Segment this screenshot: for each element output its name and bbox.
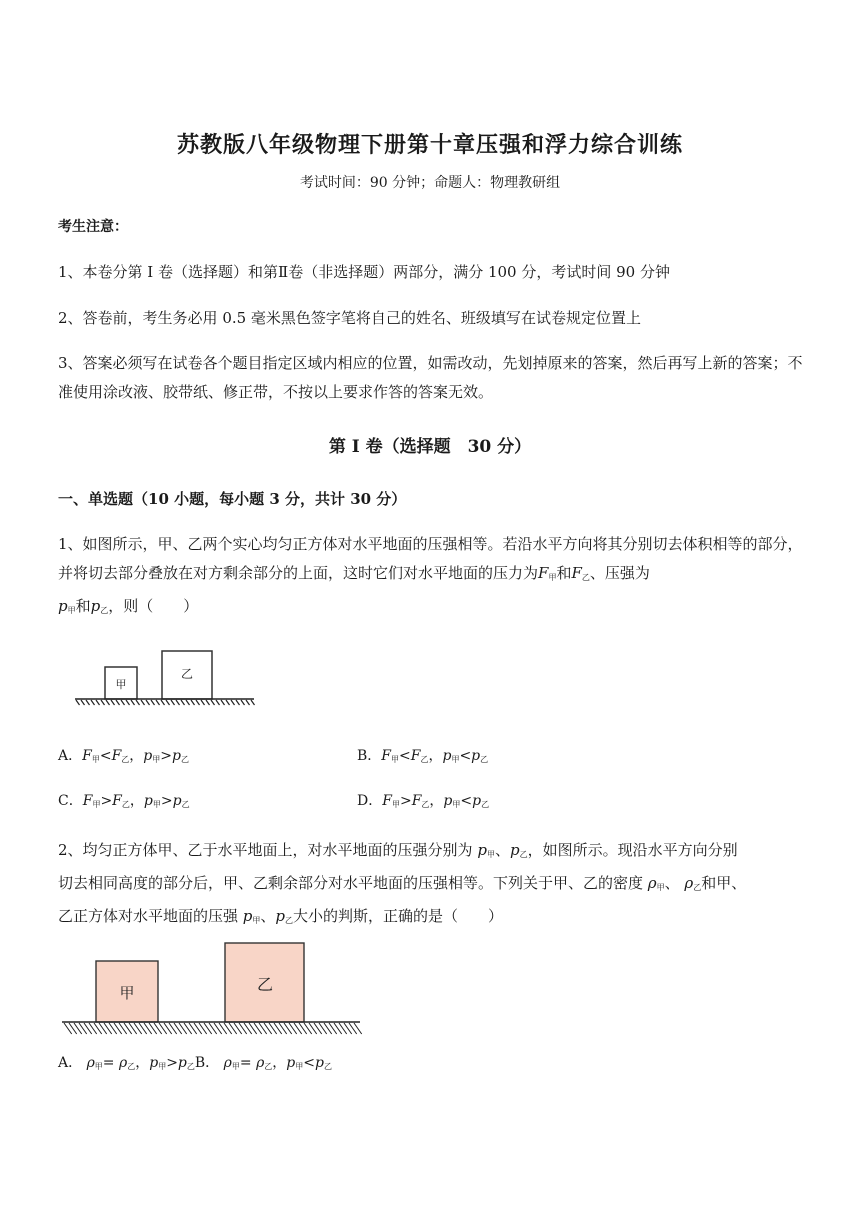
hatch-mark bbox=[181, 700, 185, 705]
section-title: 第 I 卷（选择题 30 分） bbox=[328, 437, 532, 457]
hatch-mark bbox=[141, 700, 145, 705]
hatch-mark bbox=[121, 700, 125, 705]
hatch-mark bbox=[101, 700, 105, 705]
notice-item-3: 3、答案必须写在试卷各个题目指定区域内相应的位置，如需改动，先划掉原来的答案，然后再写上新的答案；不准使用涂改液、胶带纸、修正带，不按以上要求作答的答案无效。 bbox=[58, 354, 803, 401]
part-title: 一、单选题（10 小题，每小题 3 分，共计 30 分） bbox=[58, 490, 407, 508]
question-1-text: 1、如图所示，甲、乙两个实心均匀正方体对水平地面的压强相等。若沿水平方向将其分别切去体积相等的部分，并将切去部分叠放在对方剩余部分的上面，这时它们对水平地面的压力为 bbox=[58, 535, 803, 582]
hatch-mark bbox=[206, 700, 210, 705]
hatch-mark bbox=[201, 700, 205, 705]
hatch-mark bbox=[236, 700, 240, 705]
hatch-mark bbox=[241, 700, 245, 705]
q2-options[interactable]: A． $\rho_甲= \rho_乙$，$p_甲>p_乙B$． $\rho_甲= \rho_乙$，$p_甲<p_乙$ bbox=[58, 1055, 332, 1071]
q1-option-a[interactable]: A．$F_甲<F_乙$，$p_甲>p_乙$ bbox=[58, 748, 189, 764]
hatch-mark bbox=[136, 700, 140, 705]
hatch-mark bbox=[211, 700, 215, 705]
hatch-mark bbox=[156, 700, 160, 705]
hatch-mark bbox=[151, 700, 155, 705]
exam-info: 考试时间：90 分钟；命题人：物理教研组 bbox=[299, 175, 561, 191]
hatch-mark bbox=[246, 700, 250, 705]
hatch-mark bbox=[161, 700, 165, 705]
q1-option-b[interactable]: B．$F_甲<F_乙$，$p_甲<p_乙$ bbox=[357, 748, 489, 764]
notice-heading: 考生注意： bbox=[58, 219, 128, 235]
ground-hatching bbox=[64, 1023, 362, 1034]
hatch-mark bbox=[191, 700, 195, 705]
hatch-mark bbox=[146, 700, 150, 705]
cube-jia-label: 甲 bbox=[115, 678, 127, 691]
hatch-mark bbox=[91, 700, 95, 705]
hatch-mark bbox=[251, 700, 255, 705]
hatch-mark bbox=[111, 700, 115, 705]
notice-item-2: 2、答卷前，考生务必用 0.5 毫米黑色签字笔将自己的姓名、班级填写在试卷规定位置上 bbox=[58, 309, 641, 327]
ground-hatching bbox=[76, 700, 255, 705]
cube-yi-label: 乙 bbox=[180, 667, 194, 681]
hatch-mark bbox=[186, 700, 190, 705]
hatch-mark bbox=[81, 700, 85, 705]
question-2-stem: 2、均匀正方体甲、乙于水平地面上，对水平地面的压强分别为 $p_甲$、$p_乙$，如图所示。现沿水平方向分别 切去相同高度的部分后，甲、乙剩余部分对水平地面的压强相等。下列关于甲、乙的密度 $\rho_甲$、 $\rho_乙$和甲、 乙正方体对水平地面的压强 $p_甲$、$p_乙$大小的判斯，正确的是（ ） bbox=[58, 841, 747, 925]
q1-option-d[interactable]: D．$F_甲>F_乙$，$p_甲<p_乙$ bbox=[357, 793, 490, 809]
hatch-mark bbox=[76, 700, 80, 705]
question-1-figure bbox=[70, 645, 260, 710]
hatch-mark bbox=[231, 700, 235, 705]
hatch-mark bbox=[171, 700, 175, 705]
hatch-mark bbox=[176, 700, 180, 705]
hatch-mark bbox=[96, 700, 100, 705]
hatch-mark bbox=[166, 700, 170, 705]
hatch-mark bbox=[226, 700, 230, 705]
hatch-mark bbox=[106, 700, 110, 705]
hatch-mark bbox=[116, 700, 120, 705]
question-1-stem: 1、如图所示，甲、乙两个实心均匀正方体对水平地面的压强相等。若沿水平方向将其分别切去体积相等的部分，并将切去部分叠放在对方剩余部分的上面，这时它们对水平地面的压力为$F_甲$和$F_乙$、压强为 $p_甲$和$p_乙$，则（ ） bbox=[58, 535, 803, 615]
question-2-figure bbox=[58, 935, 364, 1035]
hatch-mark bbox=[196, 700, 200, 705]
cube-jia-label: 甲 bbox=[119, 984, 135, 1002]
hatch-mark bbox=[216, 700, 220, 705]
q1-option-c[interactable]: C．$F_甲>F_乙$，$p_甲>p_乙$ bbox=[58, 793, 190, 809]
hatch-mark bbox=[221, 700, 225, 705]
notice-item-1: 1、本卷分第 I 卷（选择题）和第Ⅱ卷（非选择题）两部分，满分 100 分，考试时间 90 分钟 bbox=[58, 263, 670, 281]
page-title: 苏教版八年级物理下册第十章压强和浮力综合训练 bbox=[176, 132, 683, 158]
hatch-mark bbox=[86, 700, 90, 705]
hatch-mark bbox=[126, 700, 130, 705]
cube-yi-label: 乙 bbox=[256, 975, 274, 994]
hatch-mark bbox=[131, 700, 135, 705]
